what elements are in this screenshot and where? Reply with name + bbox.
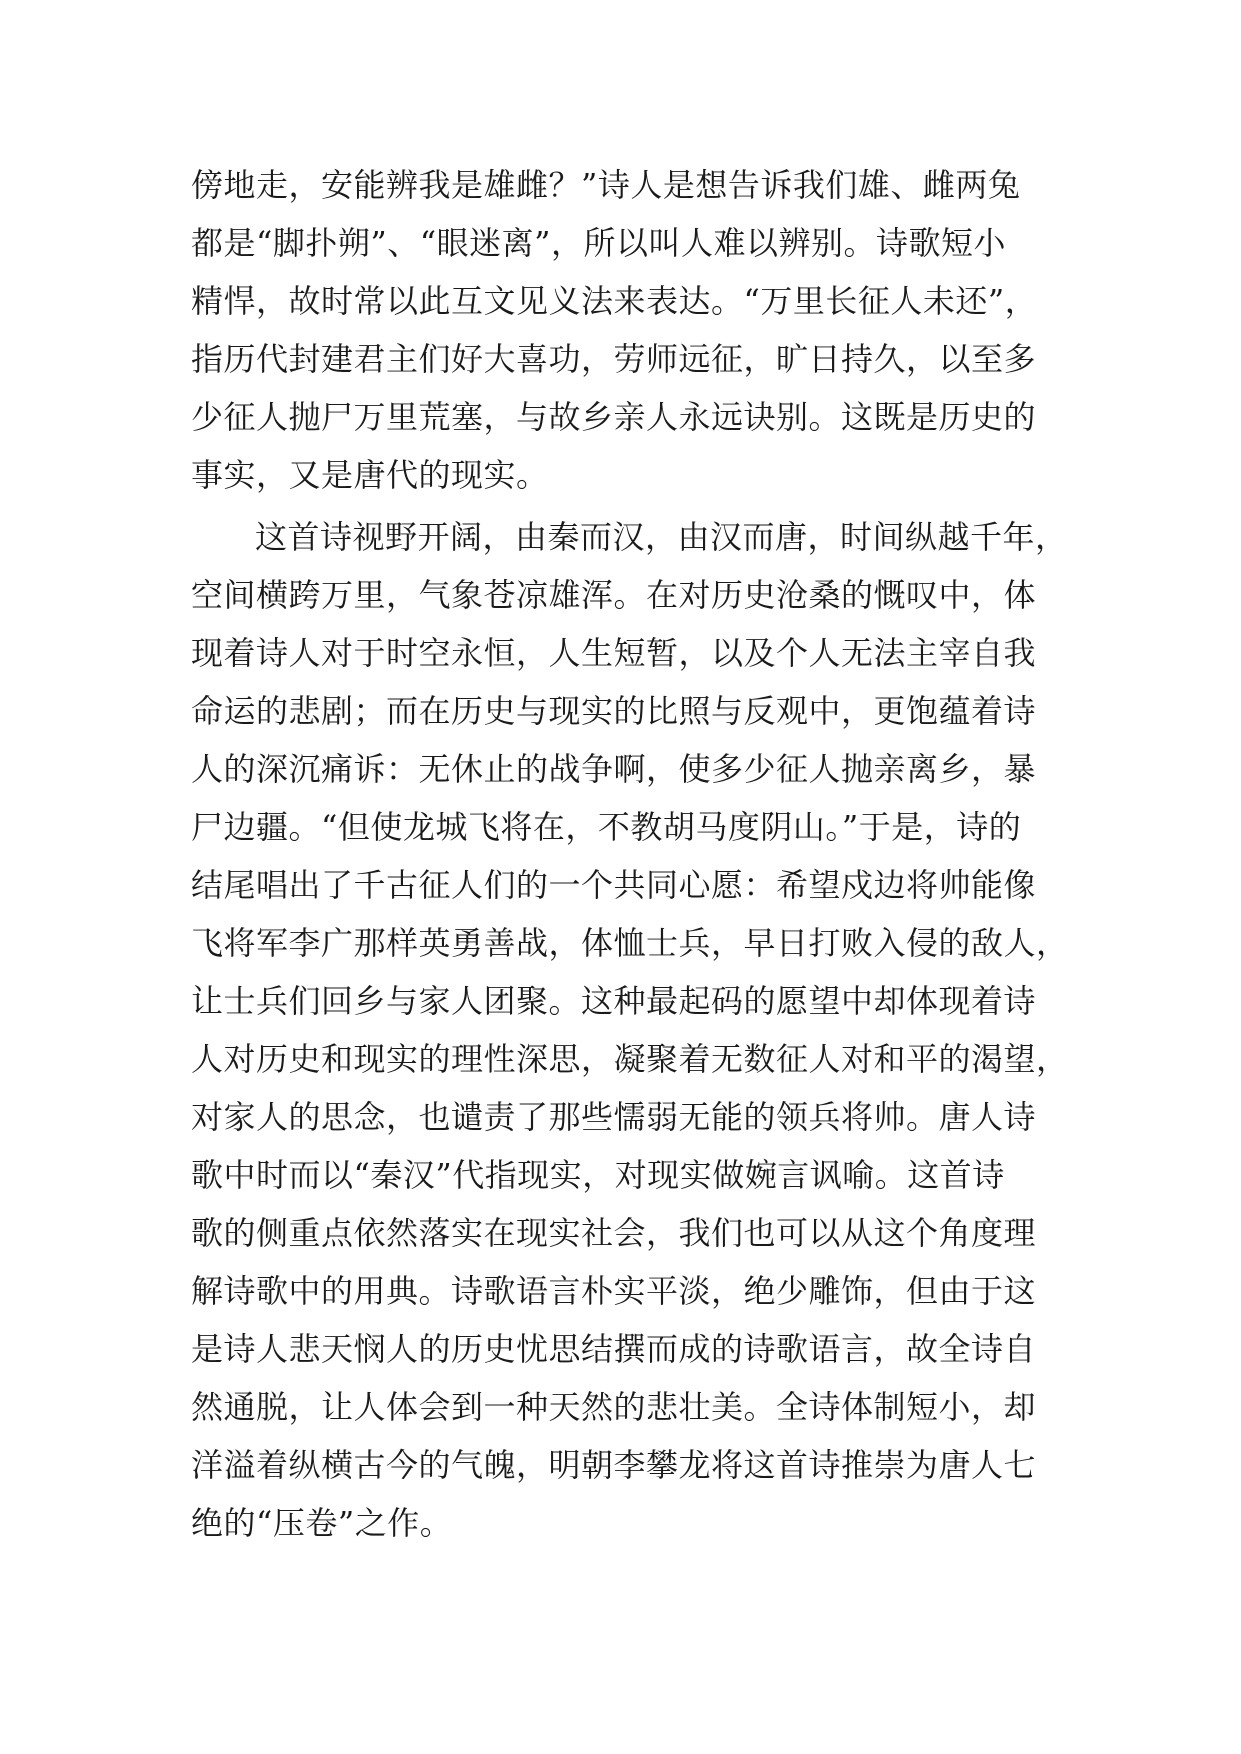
paragraph-line: 洋溢着纵横古今的气魄，明朝李攀龙将这首诗推崇为唐人七 (191, 1446, 1037, 1484)
paragraph-line: 结尾唱出了千古征人们的一个共同心愿：希望戍边将帅能像 (191, 866, 1037, 904)
paragraph-first-line: 这首诗视野开阔，由秦而汉，由汉而唐，时间纵越千年， (255, 518, 1068, 556)
paragraph-line: 指历代封建君主们好大喜功，劳师远征，旷日持久，以至多 (191, 340, 1037, 378)
paragraph-line: 事实，又是唐代的现实。 (191, 456, 549, 494)
paragraph-line: 现着诗人对于时空永恒，人生短暂，以及个人无法主宰自我 (191, 634, 1037, 672)
paragraph-line: 绝的“压卷”之作。 (191, 1504, 453, 1542)
paragraph-2 (191, 508, 1069, 1552)
paragraph-line: 是诗人悲天悯人的历史忧思结撰而成的诗歌语言，故全诗自 (191, 1330, 1037, 1368)
paragraph-line: 对家人的思念，也谴责了那些懦弱无能的领兵将帅。唐人诗 (191, 1098, 1037, 1136)
paragraph-line: 傍地走，安能辨我是雄雌？”诗人是想告诉我们雄、雌两兔 (191, 166, 1021, 204)
paragraph-line: 尸边疆。“但使龙城飞将在，不教胡马度阴山。”于是，诗的 (191, 808, 1022, 846)
paragraph-line: 歌中时而以“秦汉”代指现实，对现实做婉言讽喻。这首诗 (191, 1156, 1005, 1194)
paragraph-line: 然通脱，让人体会到一种天然的悲壮美。全诗体制短小，却 (191, 1388, 1037, 1426)
paragraph-line: 飞将军李广那样英勇善战，体恤士兵，早日打败入侵的敌人， (191, 924, 1069, 962)
paragraph-line: 精悍，故时常以此互文见义法来表达。“万里长征人未还”， (191, 282, 1038, 320)
paragraph-1 (191, 156, 1061, 504)
paragraph-line: 人对历史和现实的理性深思，凝聚着无数征人对和平的渴望， (191, 1040, 1069, 1078)
paragraph-line: 人的深沉痛诉：无休止的战争啊，使多少征人抛亲离乡，暴 (191, 750, 1037, 788)
paragraph-line: 都是“脚扑朔”、“眼迷离”，所以叫人难以辨别。诗歌短小 (191, 224, 1006, 262)
paragraph-line: 歌的侧重点依然落实在现实社会，我们也可以从这个角度理 (191, 1214, 1037, 1252)
paragraph-line: 解诗歌中的用典。诗歌语言朴实平淡，绝少雕饰，但由于这 (191, 1272, 1037, 1310)
paragraph-line: 让士兵们回乡与家人团聚。这种最起码的愿望中却体现着诗 (191, 982, 1037, 1020)
paragraph-line: 少征人抛尸万里荒塞，与故乡亲人永远诀别。这既是历史的 (191, 398, 1037, 436)
paragraph-line: 空间横跨万里，气象苍凉雄浑。在对历史沧桑的慨叹中，体 (191, 576, 1037, 614)
paragraph-line: 命运的悲剧；而在历史与现实的比照与反观中，更饱蕴着诗 (191, 692, 1037, 730)
